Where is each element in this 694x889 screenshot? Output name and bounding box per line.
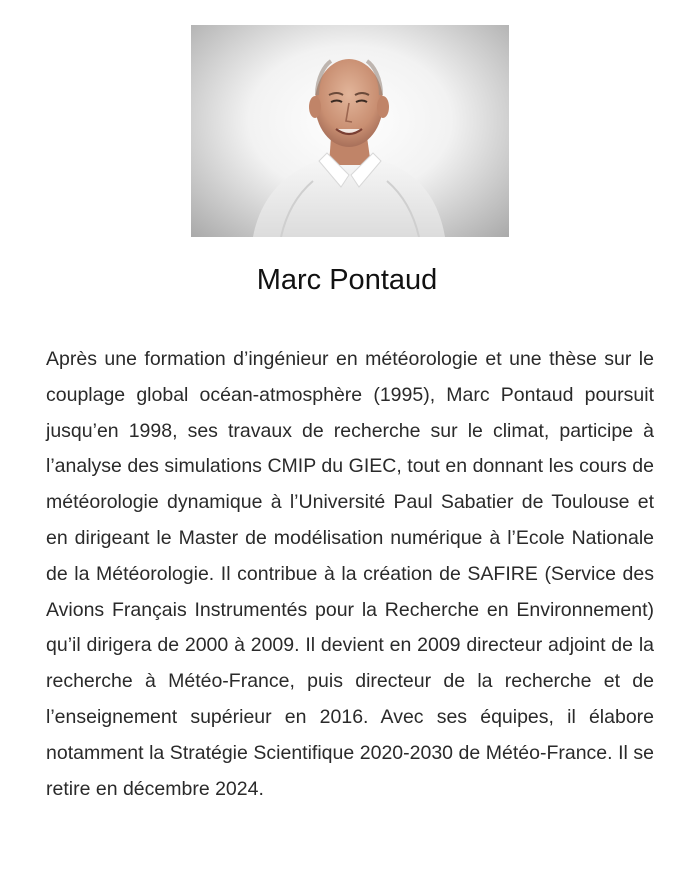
portrait-photo bbox=[191, 25, 509, 237]
portrait-illustration-icon bbox=[191, 25, 509, 237]
person-name: Marc Pontaud bbox=[256, 264, 438, 296]
biography-text: Après une formation d’ingénieur en météorologie et une thèse sur le couplage global océan-atmosphère (1995), Marc Pontaud poursuit jusqu’en 1998, ses travaux de recherche sur le climat, participe à l’analyse des simulations CMIP du GIEC, tout en donnant les cours de météorologie dynamique à l’Université Paul Sabatier de Toulouse et en dirigeant le Master de modélisation numérique à l’Ecole Nationale de la Météorologie. Il contribue à la création de SAFIRE (Service des Avions Français Instrumentés pour la Recherche en Environnement) qu’il dirigera de 2000 à 2009. Il devient en 2009 directeur adjoint de la recherche à Météo-France, puis directeur de la recherche et de l’enseignement supérieur en 2016. Avec ses équipes, il élabore notamment la Stratégie Scientifique 2020-2030 de Météo-France. Il se retire en décembre 2024. bbox=[46, 348, 654, 800]
